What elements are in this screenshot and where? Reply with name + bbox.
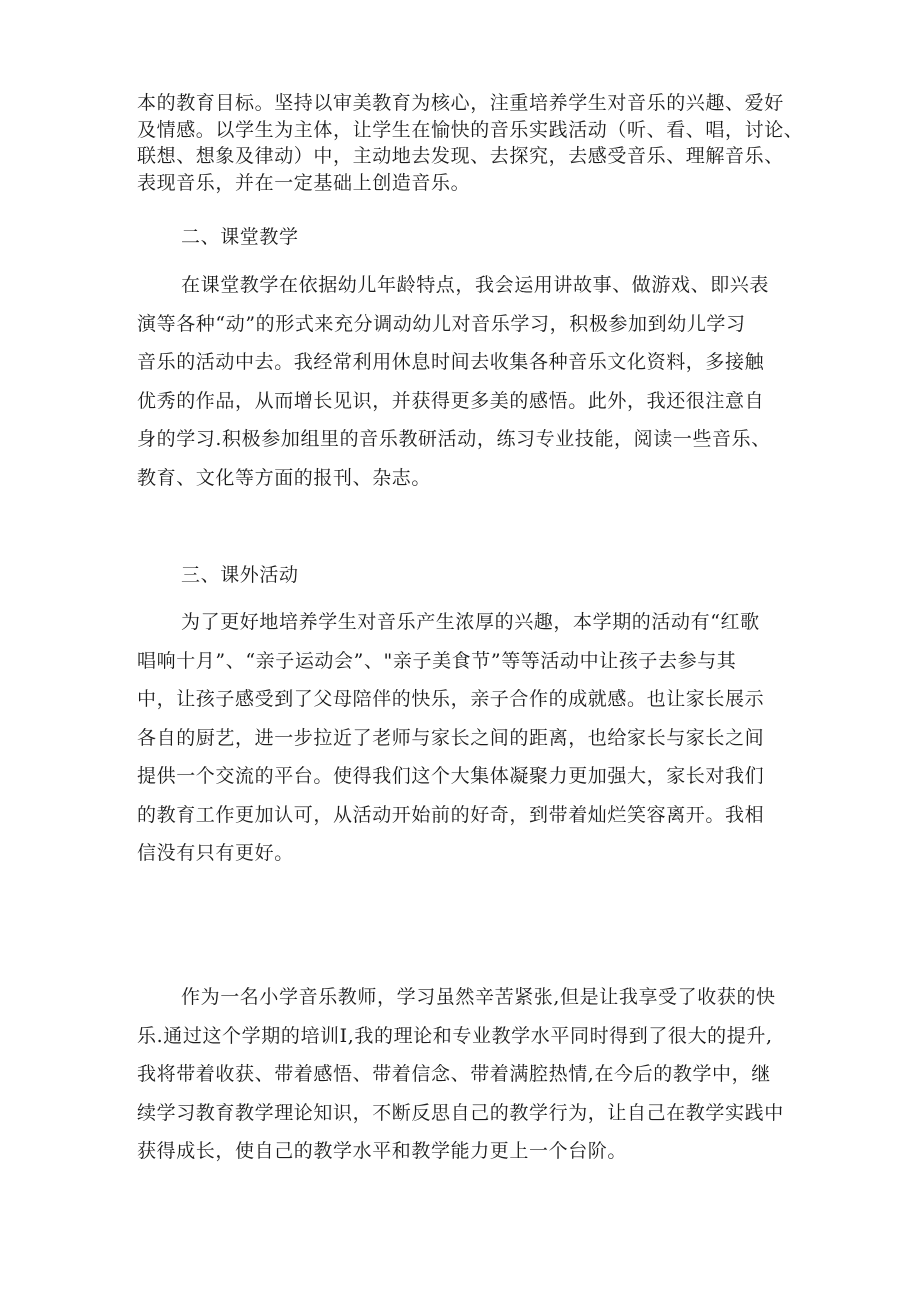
paragraph-line: 唱响十月”、“亲子运动会”、"亲子美食节”等等活动中让孩子去参与其	[137, 649, 737, 672]
paragraph-line: 的教育工作更加认可，从活动开始前的好奇，到带着灿烂笑容离开。我相	[137, 803, 765, 826]
paragraph-line: 在课堂教学在依据幼儿年龄特点，我会运用讲故事、做游戏、即兴表	[181, 274, 770, 296]
paragraph-line: 表现音乐，并在一定基础上创造音乐。	[137, 171, 471, 194]
paragraph-line: 获得成长，使自己的教学水平和教学能力更上一个台阶。	[137, 1140, 628, 1162]
paragraph-line: 教育、文化等方面的报刊、杂志。	[137, 466, 432, 489]
paragraph-line: 本的教育目标。坚持以审美教育为核心，注重培养学生对音乐的兴趣、爱好	[137, 92, 784, 114]
paragraph-line: 信没有只有更好。	[137, 842, 294, 864]
section-heading-classroom: 二、课堂教学	[181, 226, 299, 248]
paragraph-line: 作为一名小学音乐教师，学习虽然辛苦紧张,但是让我享受了收获的快	[181, 986, 776, 1008]
paragraph-line: 中，让孩子感受到了父母陪伴的快乐，亲子合作的成就感。也让家长展示	[137, 688, 765, 710]
paragraph-intro	[137, 90, 804, 196]
paragraph-line: 及情感。以学生为主体，让学生在愉快的音乐实践活动（听、看、唱，讨论、	[137, 118, 804, 141]
paragraph-line: 为了更好地培养学生对音乐产生浓厚的兴趣，本学期的活动有“红歌	[181, 611, 760, 633]
paragraph-line: 各自的厨艺，进一步拉近了老师与家长之间的距离，也给家长与家长之间	[137, 726, 765, 749]
paragraph-line: 身的学习.积极参加组里的音乐教研活动，练习专业技能，阅读一些音乐、	[137, 428, 771, 450]
paragraph-line: 优秀的作品，从而增长见识，并获得更多美的感悟。此外，我还很注意自	[137, 389, 765, 412]
paragraph-line: 乐.通过这个学期的培训I,我的理论和专业教学水平同时得到了很大的提升,	[137, 1024, 773, 1047]
paragraph-conclusion	[137, 978, 797, 1171]
paragraph-activities	[137, 603, 797, 873]
section-heading-activities: 三、课外活动	[181, 564, 299, 586]
paragraph-line: 续学习教育教学理论知识，不断反思自己的教学行为，让自己在教学实践中	[137, 1101, 784, 1124]
paragraph-line: 音乐的活动中去。我经常利用休息时间去收集各种音乐文化资料，多接触	[137, 351, 765, 373]
paragraph-line: 提供一个交流的平台。使得我们这个大集体凝聚力更加强大，家长对我们	[137, 765, 765, 787]
paragraph-classroom	[137, 266, 797, 497]
paragraph-line: 我将带着收获、带着感悟、带着信念、带着满腔热情,在今后的教学中，继	[137, 1063, 771, 1085]
paragraph-line: 演等各种“动”的形式来充分调动幼儿对音乐学习，积极参加到幼儿学习	[137, 312, 746, 335]
paragraph-line: 联想、想象及律动）中，主动地去发现、去探究，去感受音乐、理解音乐、	[137, 145, 784, 167]
